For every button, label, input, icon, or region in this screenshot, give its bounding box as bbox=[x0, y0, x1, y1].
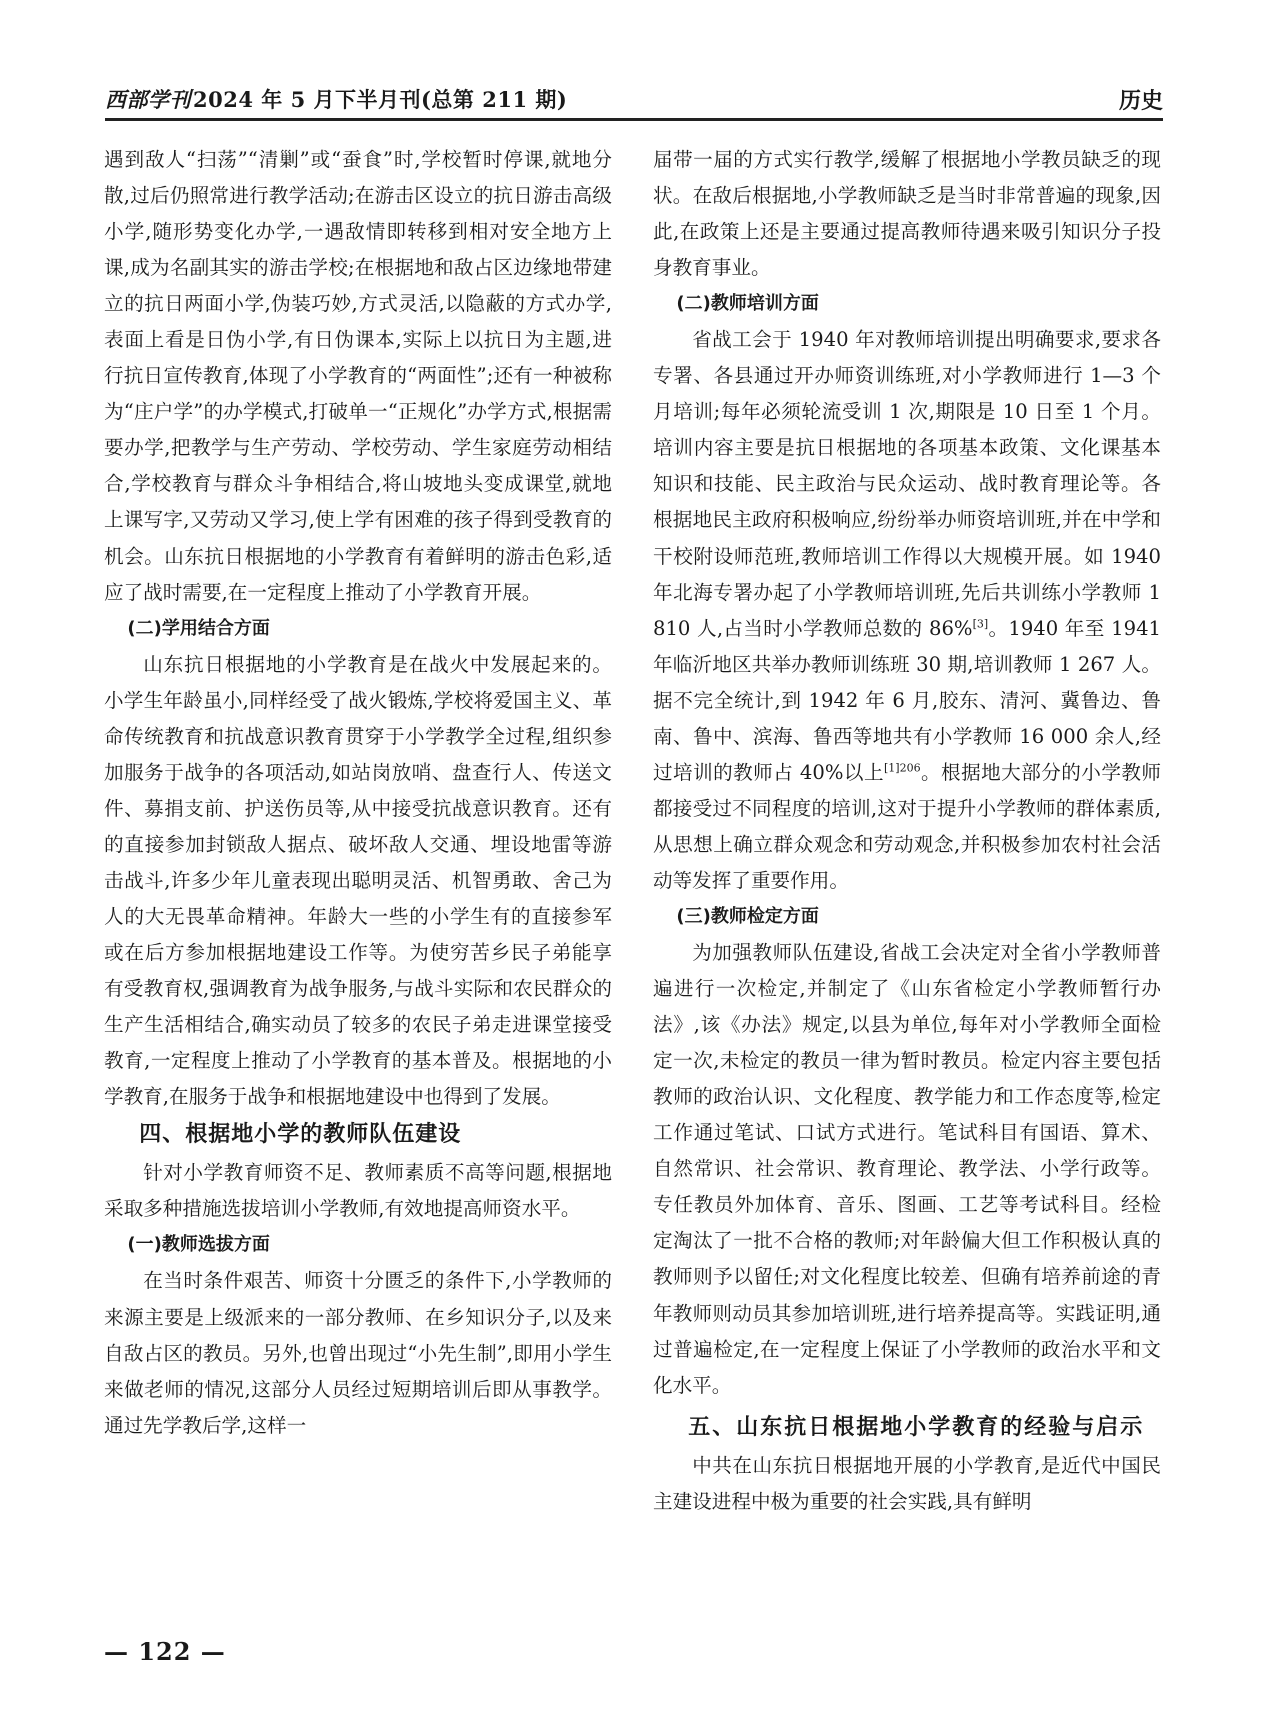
section-heading: 四、根据地小学的教师队伍建设 bbox=[139, 1122, 462, 1148]
journal-logo: 西部学刊 bbox=[105, 87, 191, 112]
header-rule bbox=[105, 118, 1163, 121]
section-heading: 五、山东抗日根据地小学教育的经验与启示 bbox=[688, 1414, 1145, 1440]
paragraph bbox=[653, 322, 1161, 899]
paragraph: 中共在山东抗日根据地开展的小学教育,是近代中国民主建设进程中极为重要的社会实践,具有鲜明 bbox=[653, 1453, 1161, 1513]
paragraph: 遇到敌人“扫荡”“清剿”或“蚕食”时,学校暂时停课,就地分散,过后仍照常进行教学活动;在游击区设立的抗日游击高级小学,随形势变化办学,一遇敌情即转移到相对安全地方上课,成为名副其实的游击学校;在根据地和敌占区边缘地带建立的抗日两面小学,伪装巧妙,方式灵活,以隐蔽的方式办学,表面上看是日伪小学,有日伪课本,实际上以抗日为主题,进行抗日宣传教育,体现了小学教育的“两面性”;还有一种被称为“庄户学”的办学模式,打破单一“正规化”办学方式,根据需要办学,把教学与生产劳动、学校劳动、学生家庭劳动相结合,学校教育与群众斗争相结合,将山坡地头变成课堂,就地上课写字,又劳动又学习,使上学有困难的孩子得到受教育的机会。山东抗日根据地的小学教育有着鲜明的游击色彩,适应了战时需要,在一定程度上推动了小学教育开展。 bbox=[104, 148, 612, 604]
paragraph: 在当时条件艰苦、师资十分匮乏的条件下,小学教师的来源主要是上级派来的一部分教师、在乡知识分子,以及来自敌占区的教员。另外,也曾出现过“小先生制”,即用小学生来做老师的情况,这部分人员经过短期培训后即从事教学。通过先学教后学,这样一 bbox=[104, 1269, 612, 1437]
journal-issue: 2024 年 5 月下半月刊(总第 211 期) bbox=[193, 87, 568, 112]
section-label: 历史 bbox=[1118, 89, 1163, 114]
subsection-heading: (一)教师选拔方面 bbox=[127, 1234, 270, 1256]
subsection-heading: (二)教师培训方面 bbox=[676, 293, 819, 315]
page-header bbox=[105, 84, 1163, 124]
citation: [3] bbox=[972, 617, 989, 631]
paragraph: 届带一届的方式实行教学,缓解了根据地小学教员缺乏的现状。在敌后根据地,小学教师缺乏是当时非常普遍的现象,因此,在政策上还是主要通过提高教师待遇来吸引知识分子投身教育事业。 bbox=[653, 148, 1161, 280]
paragraph-text: 。1940 年至 1941 年临沂地区共举办教师训练班 30 期,培训教师 1 267 人。据不完全统计,到 1942 年 6 月,胶东、清河、冀鲁边、鲁南、鲁中、滨海、鲁西等地共有小学教师 16 000 余人,经过培训的教师占 40%以上 bbox=[653, 616, 1162, 784]
journal-title bbox=[105, 84, 567, 114]
subsection-heading: (三)教师检定方面 bbox=[676, 905, 819, 927]
paragraph-text: 省战工会于 1940 年对教师培训提出明确要求,要求各专署、各县通过开办师资训练班,对小学教师进行 1—3 个月培训;每年必须轮流受训 1 次,期限是 10 日至 1 个月。培训内容主要是抗日根据地的各项基本政策、文化课基本知识和技能、民主政治与民众运动、战时教育理论等。各根据地民主政府积极响应,纷纷举办师资培训班,并在中学和干校附设师范班,教师培训工作得以大规模开展。如 1940 年北海专署办起了小学教师培训班,先后共训练小学教师 1 810 人,占当时小学教师总数的 86% bbox=[653, 328, 1161, 640]
citation: [1]206 bbox=[884, 761, 921, 775]
right-column bbox=[653, 142, 1161, 1520]
left-column bbox=[104, 142, 612, 1444]
paragraph: 山东抗日根据地的小学教育是在战火中发展起来的。小学生年龄虽小,同样经受了战火锻炼,学校将爱国主义、革命传统教育和抗战意识教育贯穿于小学教学全过程,组织参加服务于战争的各项活动,如站岗放哨、盘查行人、传送文件、募捐支前、护送伤员等,从中接受抗战意识教育。还有的直接参加封锁敌人据点、破坏敌人交通、埋设地雷等游击战斗,许多少年儿童表现出聪明灵活、机智勇敢、舍己为人的大无畏革命精神。年龄大一些的小学生有的直接参军或在后方参加根据地建设工作等。为使穷苦乡民子弟能享有受教育权,强调教育为战争服务,与战斗实际和农民群众的生产生活相结合,确实动员了较多的农民子弟走进课堂接受教育,一定程度上推动了小学教育的基本普及。根据地的小学教育,在服务于战争和根据地建设中也得到了发展。 bbox=[104, 652, 612, 1109]
paragraph: 为加强教师队伍建设,省战工会决定对全省小学教师普遍进行一次检定,并制定了《山东省检定小学教师暂行办法》,该《办法》规定,以县为单位,每年对小学教师全面检定一次,未检定的教员一律为暂时教员。检定内容主要包括教师的政治认识、文化程度、教学能力和工作态度等,检定工作通过笔试、口试方式进行。笔试科目有国语、算术、自然常识、社会常识、教育理论、教学法、小学行政等。专任教员外加体育、音乐、图画、工艺等考试科目。经检定淘汰了一批不合格的教师;对年龄偏大但工作积极认真的教师则予以留任;对文化程度比较差、但确有培养前途的青年教师则动员其参加培训班,进行培养提高等。实践证明,通过普遍检定,在一定程度上保证了小学教师的政治水平和文化水平。 bbox=[653, 941, 1161, 1397]
paragraph-text: 。根据地大部分的小学教师都接受过不同程度的培训,这对于提升小学教师的群体素质,从思想上确立群众观念和劳动观念,并积极参加农村社会活动等发挥了重要作用。 bbox=[653, 760, 1162, 892]
subsection-heading: (二)学用结合方面 bbox=[127, 617, 270, 639]
paragraph: 针对小学教育师资不足、教师素质不高等问题,根据地采取多种措施选拔培训小学教师,有效地提高师资水平。 bbox=[104, 1161, 612, 1221]
page-number: — 122 — bbox=[104, 1637, 226, 1666]
